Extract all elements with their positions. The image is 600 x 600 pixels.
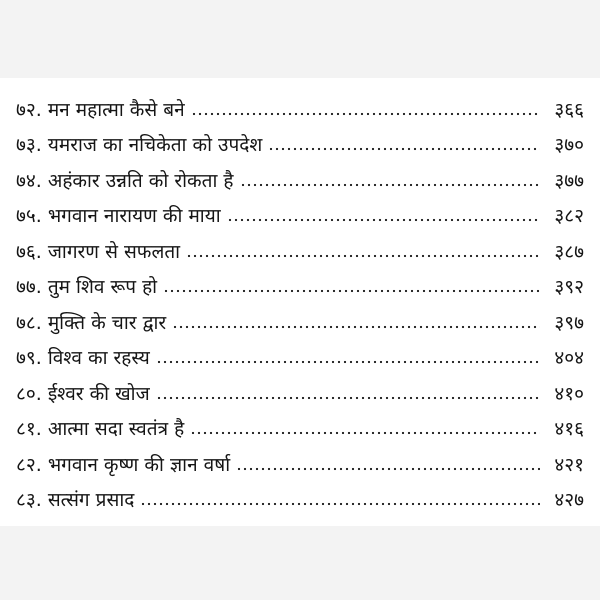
page-number: ४२७ [554, 489, 584, 511]
toc-entry [16, 228, 584, 264]
toc-entry [16, 299, 584, 335]
page-number: ४२१ [554, 453, 584, 476]
chapter-number: ७६. [16, 240, 42, 263]
page-number: ४१० [554, 382, 584, 405]
dot-leader [186, 254, 540, 258]
chapter-title: भगवान कृष्ण की ज्ञान वर्षा [47, 453, 231, 476]
page-number: ३६६ [554, 98, 584, 121]
toc-entry [16, 406, 584, 442]
chapter-title: ईश्वर की खोज [47, 382, 150, 405]
dot-leader [163, 289, 540, 293]
chapter-title: मुक्ति के चार द्वार [47, 311, 167, 334]
chapter-title: आत्मा सदा स्वतंत्र है [47, 418, 185, 440]
toc-entry [16, 86, 584, 122]
page-number: ३९७ [554, 311, 584, 334]
chapter-number: ८१. [16, 418, 42, 440]
toc-entry [16, 157, 584, 193]
chapter-title: मन महात्मा कैसे बने [47, 98, 185, 121]
chapter-number: ८२. [16, 453, 42, 476]
chapter-number: ७४. [16, 169, 42, 192]
page-number: ३७७ [554, 169, 584, 192]
dot-leader [240, 183, 541, 187]
dot-leader [156, 396, 540, 400]
page-number: ४१६ [554, 418, 584, 440]
page-number: ४०४ [554, 347, 584, 369]
chapter-title: सत्संग प्रसाद [47, 489, 135, 511]
toc-entry [16, 370, 584, 406]
dot-leader [191, 112, 540, 116]
chapter-number: ७५. [16, 205, 42, 227]
chapter-title: तुम शिव रूप हो [47, 276, 158, 298]
toc-entry [16, 122, 584, 158]
dot-leader [172, 325, 540, 329]
page-number: ३८७ [554, 240, 584, 263]
chapter-number: ७८. [16, 311, 42, 334]
dot-leader [268, 147, 540, 151]
chapter-number: ७२. [16, 98, 42, 121]
chapter-number: ८०. [16, 382, 42, 405]
chapter-title: जागरण से सफलता [47, 240, 181, 263]
toc-entry [16, 264, 584, 300]
chapter-title: विश्व का रहस्य [47, 347, 150, 369]
table-of-contents [16, 86, 584, 512]
toc-entry [16, 441, 584, 477]
page-number: ३७० [554, 134, 584, 156]
toc-entry [16, 335, 584, 371]
chapter-number: ७९. [16, 347, 42, 369]
chapter-title: भगवान नारायण की माया [47, 205, 221, 227]
dot-leader [140, 502, 540, 506]
toc-entry [16, 193, 584, 229]
chapter-title: अहंकार उन्नति को रोकता है [47, 169, 234, 192]
dot-leader [236, 467, 540, 471]
dot-leader [227, 218, 540, 222]
toc-entry [16, 477, 584, 513]
chapter-number: ७३. [16, 134, 42, 156]
page-number: ३९२ [554, 276, 584, 298]
chapter-number: ७७. [16, 276, 42, 298]
page-number: ३८२ [554, 205, 584, 227]
chapter-title: यमराज का नचिकेता को उपदेश [47, 134, 263, 156]
chapter-number: ८३. [16, 489, 42, 511]
dot-leader [190, 431, 540, 435]
dot-leader [156, 360, 540, 364]
